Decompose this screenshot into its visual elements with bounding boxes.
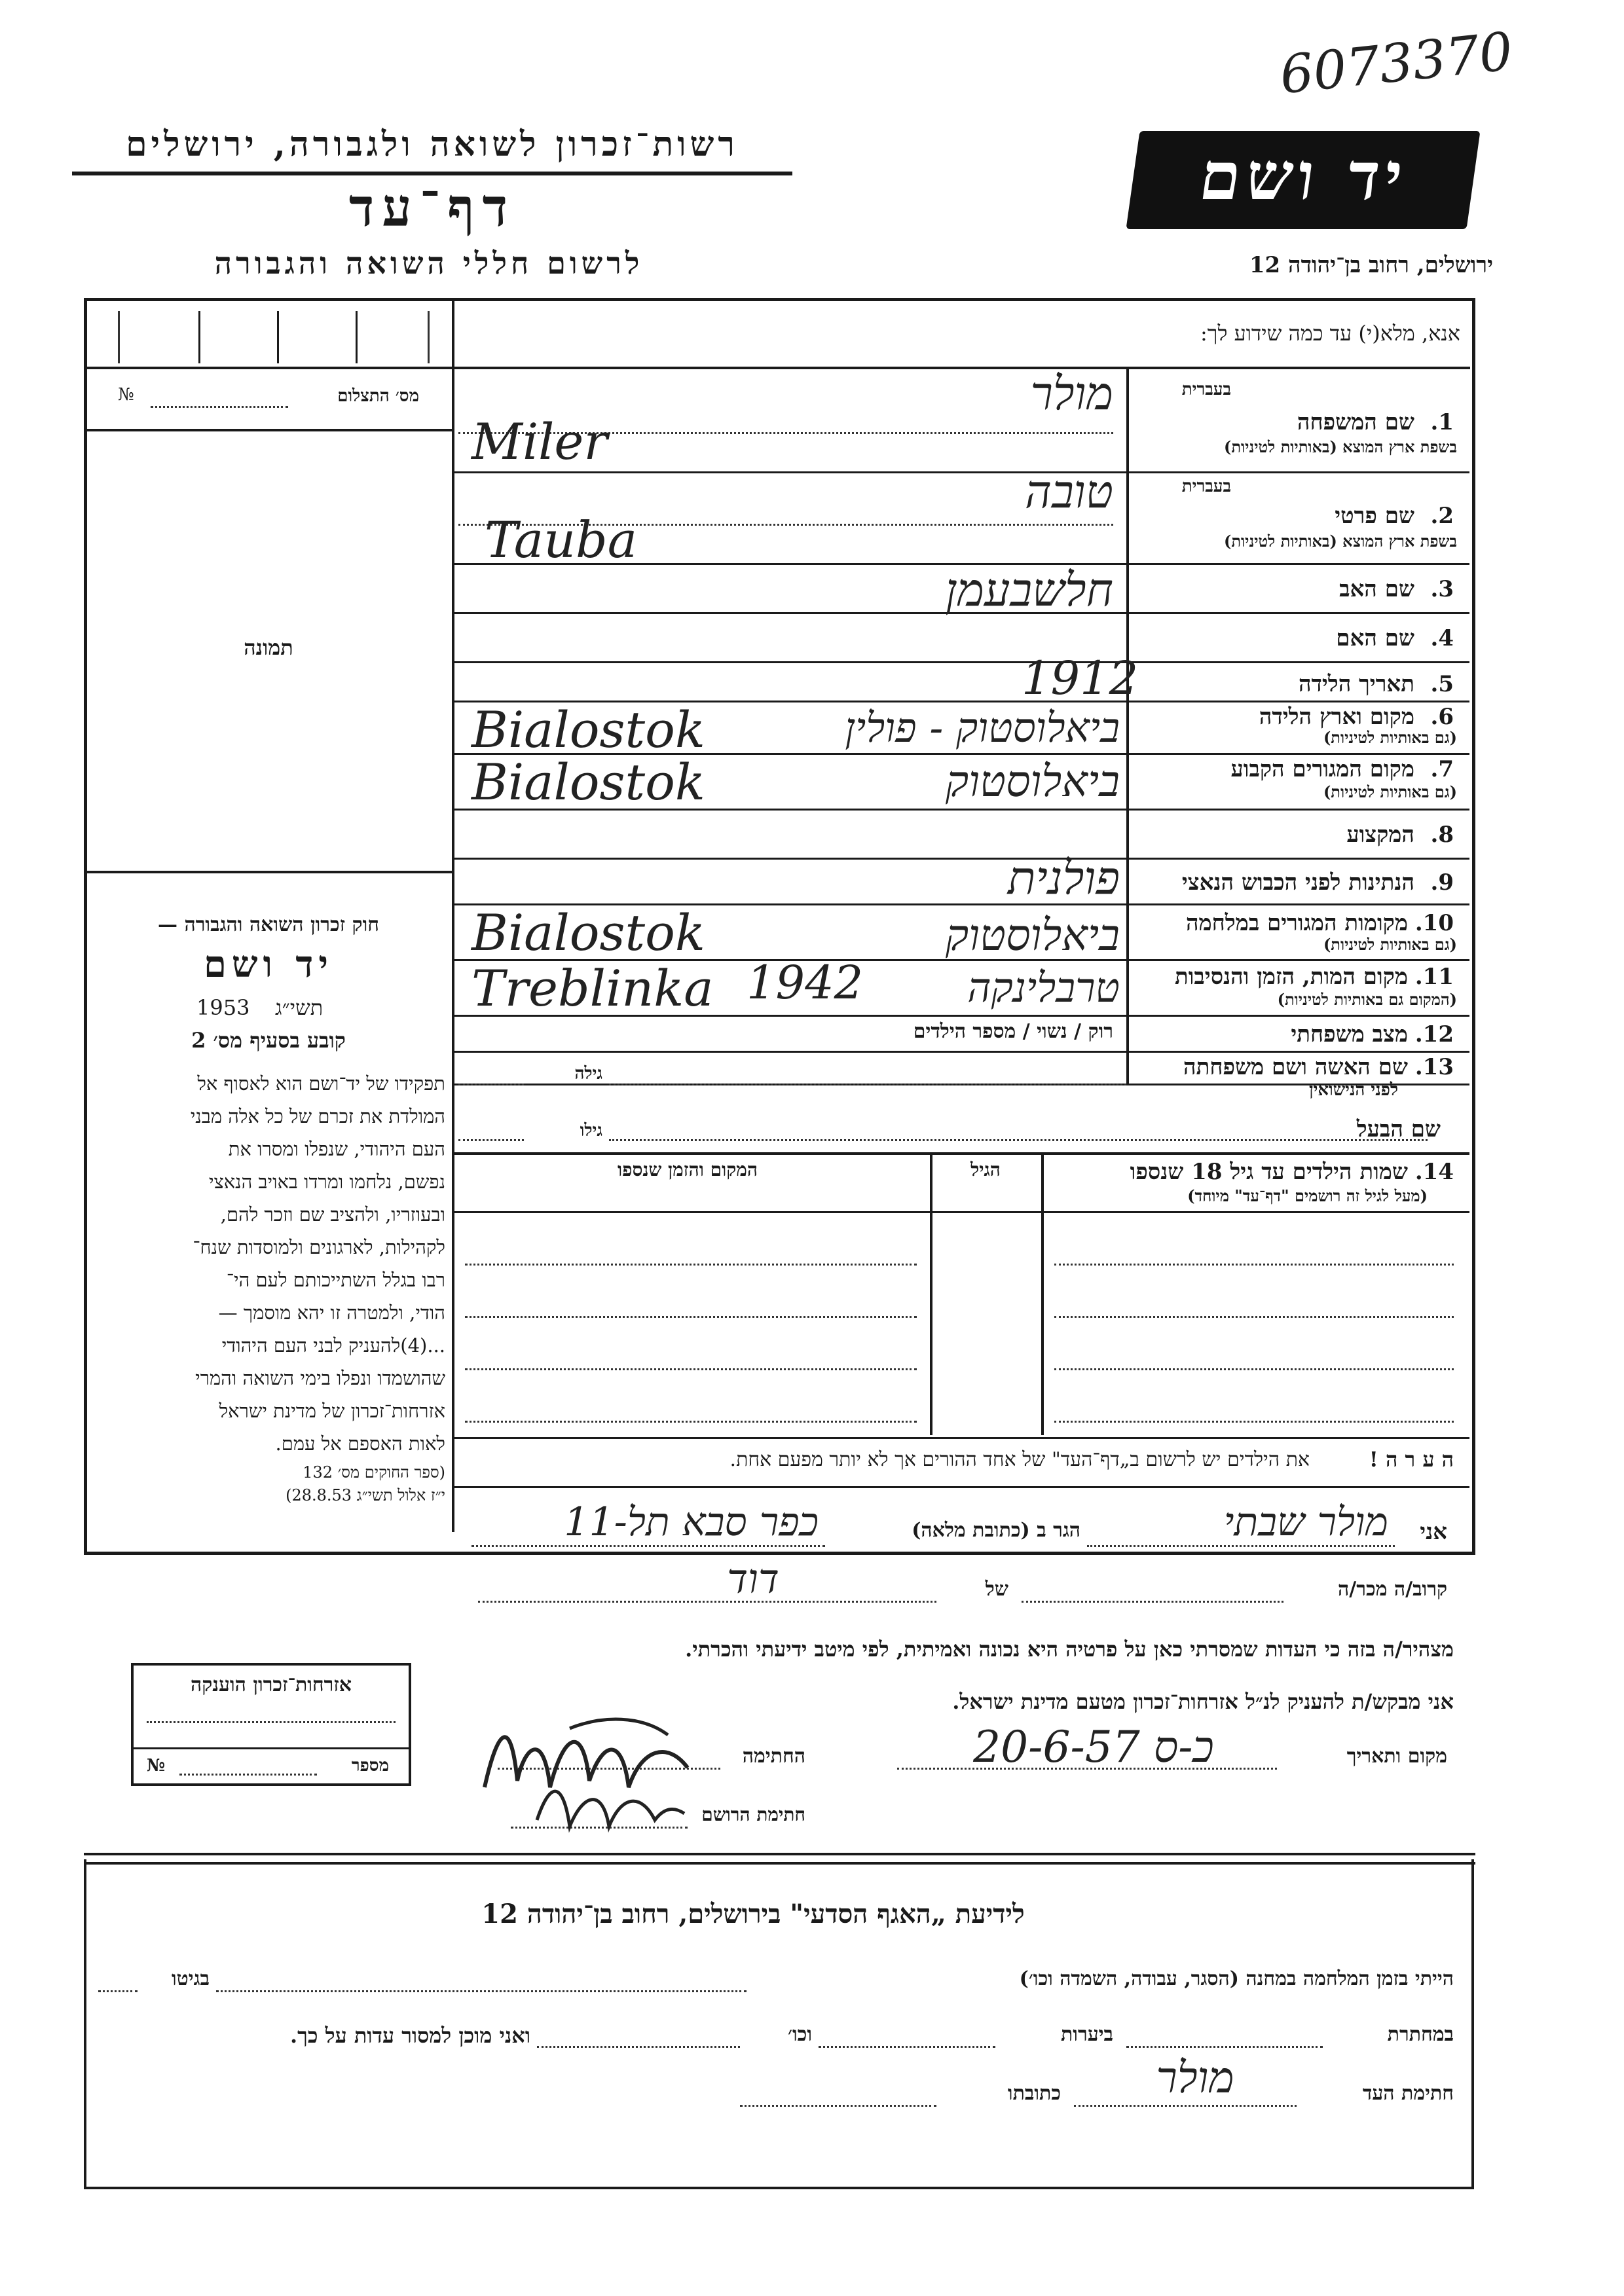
field-10-sub: (גם באותיות לטיניות) — [1323, 935, 1457, 954]
field-13-number: 13. — [1414, 1054, 1454, 1080]
field-10-number: 10. — [1414, 910, 1454, 936]
field-7-label: מקום המגורים הקבוע — [1230, 756, 1414, 782]
photo-column-divider — [452, 301, 454, 1532]
citizenship-divider — [134, 1747, 409, 1749]
citizenship-number-label: מספר — [351, 1756, 389, 1776]
field-7-sub: (גם באותיות לטיניות) — [1323, 782, 1457, 801]
law-line: העם היהודי, שנפלו ומסרו את — [228, 1138, 445, 1160]
logo-text: יד ושם — [1194, 137, 1413, 215]
field-2-label: שם פרטי — [1335, 503, 1414, 529]
declarant-address-field — [471, 1545, 825, 1547]
child-row-4[interactable] — [1054, 1421, 1454, 1423]
child-place-3[interactable] — [465, 1368, 917, 1370]
authority-name: רשות־זכרון לשואה ולגבורה, ירושלים — [126, 124, 739, 164]
field-5-label: תאריך הלידה — [1298, 671, 1414, 697]
law-line: לקהילות, לארגונים ולמוסדות שנח־ — [193, 1236, 445, 1258]
law-year: 1953 — [196, 995, 250, 1020]
law-clause: קובע בסעיף מס׳ 2 — [191, 1028, 346, 1053]
footer-address-field[interactable] — [740, 2105, 936, 2107]
row-line-14 — [454, 1152, 1469, 1155]
photo-number-no: № — [118, 385, 134, 405]
field-10-label: מקומות המגורים במלחמה — [1185, 910, 1408, 936]
law-line: ...(4)להעניק לבני העם היהודי — [221, 1334, 445, 1357]
law-line: תפקידו של יד־ושם הוא לאסוף אל — [197, 1072, 445, 1095]
child-place-4[interactable] — [465, 1421, 917, 1423]
law-source-2: י״ז אלול תשי״ג 28.8.53) — [286, 1486, 445, 1504]
law-line: ובעוזריו, ולהציב שם וזכר להם, — [220, 1203, 445, 1226]
place-date-label: מקום ותאריך — [1346, 1745, 1447, 1768]
photo-label: תמונה — [244, 635, 293, 660]
children-bottom-line — [454, 1437, 1469, 1439]
photo-number-label: מס׳ התצלום — [337, 386, 419, 406]
field-14-number: 14. — [1414, 1159, 1454, 1185]
declarant-address-value[interactable]: כפר סבא תל-11 — [564, 1499, 819, 1545]
form-subtitle: לרשום חללי השואה והגבורה — [214, 246, 644, 281]
law-source-1: (ספר החוקים מס׳ 132 — [303, 1463, 445, 1482]
row-line-12 — [454, 1051, 1469, 1053]
signature-label: החתימה — [742, 1745, 805, 1768]
photo-header-line — [85, 367, 452, 369]
citizenship-line-1 — [147, 1721, 396, 1723]
husband-age-field[interactable] — [458, 1139, 524, 1141]
field-11-number: 11. — [1414, 964, 1454, 990]
field-11-value-hebrew[interactable]: טרבלינקה — [967, 964, 1120, 1011]
field-11-value-latin[interactable]: Treblinka — [471, 959, 714, 1017]
child-row-1[interactable] — [1054, 1264, 1454, 1266]
relation-value[interactable]: דוד — [727, 1555, 779, 1603]
photo-box-top — [85, 429, 452, 431]
intro-text: אנא, מלא(י) עד כמה שידוע לך: — [1200, 321, 1460, 346]
field-8-number: 8. — [1430, 822, 1454, 848]
field-6-label: מקום וארץ הלידה — [1259, 704, 1414, 730]
child-row-2[interactable] — [1054, 1316, 1454, 1318]
children-age-header: הגיל — [970, 1159, 1001, 1180]
field-5-value[interactable]: 1912 — [1022, 651, 1139, 705]
footer-address-label: כתובתו — [1007, 2082, 1061, 2105]
field-14-label: שמות הילדים עד גיל 18 שנספו — [1130, 1159, 1408, 1185]
field-3-value[interactable]: חלשבעמן — [945, 563, 1113, 617]
relative-label: קרוב/ה מכר/ה — [1338, 1578, 1447, 1601]
declarant-resident-label: הגר ב (כתובת מלאה) — [912, 1519, 1080, 1542]
footer-willing-text: ואני מוכן למסור עדות על כך. — [289, 2023, 530, 2048]
law-line: לאות האספם אל עמם. — [275, 1432, 445, 1455]
children-col-2 — [1041, 1154, 1044, 1435]
note-label: ה ע ר ה ! — [1369, 1447, 1454, 1472]
field-1-hebrew-tag: בעברית — [1181, 380, 1231, 399]
field-2-value-latin[interactable]: Tauba — [485, 511, 638, 569]
field-13-sub: לפני הנישואין — [1308, 1080, 1398, 1100]
declarant-name-value[interactable]: מולר שבתי — [1223, 1499, 1388, 1545]
footer-line-1: הייתי בזמן המלחמה במחנה (הסגר, עבודה, השמדה וכו׳) — [1019, 1967, 1454, 1990]
field-4-label: שם האם — [1336, 625, 1414, 651]
field-14-sub: (מעל לגיל זה רושמים "דף־עד" מיוחד) — [1187, 1186, 1428, 1205]
field-1-label: שם המשפחה — [1297, 409, 1414, 435]
field-12-options[interactable]: רוק / נשוי / מספר הילדים — [913, 1020, 1113, 1043]
declare-text: מצהיר/ה בזה כי העדות שמסרתי כאן על פרטיה היא נכונה ואמיתית, לפי מיטב ידיעתי והכרתי. — [685, 1637, 1454, 1662]
law-line: אזרחות־זכרון של מדינת ישראל — [219, 1400, 445, 1422]
field-2-sub: בשפת ארץ המוצא (באותיות לטיניות) — [1224, 532, 1457, 551]
label-column-divider — [1126, 367, 1129, 1084]
place-date-value[interactable]: כ-ס 20-6-57 — [973, 1722, 1214, 1772]
footer-ghetto-label: בגיטו — [171, 1967, 210, 1990]
field-13-age-field[interactable] — [458, 1084, 524, 1085]
citizenship-title: אזרחות־זכרון הוענקה — [190, 1673, 352, 1696]
request-text: אני מבקש/ת להעניק לנ״ל אזרחות־זכרון מטעם מדינת ישראל. — [952, 1689, 1454, 1714]
declarant-i-label: אני — [1420, 1519, 1447, 1545]
field-1-value-latin[interactable]: Miler — [471, 412, 608, 471]
footer-witness-label: חתימת העד — [1362, 2082, 1454, 2105]
field-11-sub: (המקום גם באותיות לטיניות) — [1277, 990, 1457, 1009]
authority-underline — [72, 172, 792, 175]
field-8-label: המקצוע — [1346, 822, 1414, 848]
footer-forests-label: ביערות — [1060, 2023, 1113, 2046]
law-line: רבו בגלל השתייכותם לעם הי־ — [226, 1269, 445, 1291]
address: ירושלים, רחוב בן־יהודה 12 — [1249, 252, 1493, 278]
field-3-number: 3. — [1430, 576, 1454, 602]
law-line: המולדת את זכרם של כל אלה מבני — [190, 1105, 445, 1127]
place-date-field — [897, 1768, 1277, 1770]
field-10-value-hebrew[interactable]: ביאלוסטוק — [945, 910, 1120, 960]
field-6-value-latin[interactable]: Bialostok — [471, 701, 705, 759]
footer-etc-field[interactable] — [537, 2046, 740, 2048]
law-year-hebrew: תשי״ג — [275, 995, 323, 1020]
field-4-number: 4. — [1430, 625, 1454, 651]
field-13-wife-field[interactable] — [609, 1084, 1126, 1085]
field-9-value[interactable]: פולנית — [1007, 851, 1120, 905]
field-11-label: מקום המות, הזמן והנסיבות — [1174, 964, 1408, 990]
field-1-number: 1. — [1430, 409, 1454, 435]
field-9-number: 9. — [1430, 869, 1454, 896]
field-12-number: 12. — [1414, 1021, 1454, 1048]
field-13-age-label: גילה — [574, 1064, 602, 1084]
children-col-1 — [930, 1154, 932, 1435]
law-line: שהושמדו ונפלו בימי השואה והמרי — [195, 1367, 445, 1389]
photo-ticks — [118, 311, 430, 363]
declarant-top-line — [454, 1486, 1469, 1488]
photo-box-bottom — [85, 871, 452, 873]
footer-underground-label: במחתרת — [1387, 2023, 1454, 2046]
note-text: את הילדים יש לרשום ב„דף־העד" של אחד ההורים אך לא יותר מפעם אחת. — [729, 1448, 1310, 1471]
field-2-hebrew-tag: בעברית — [1181, 477, 1231, 496]
law-body — [92, 1067, 445, 1460]
document-number: 6073370 — [1276, 20, 1515, 106]
field-3-label: שם האב — [1339, 576, 1414, 602]
footer-etc-label: וכו׳ — [788, 2023, 812, 2046]
field-2-value-hebrew[interactable]: טובה — [1025, 465, 1113, 519]
footer-ghetto-field[interactable] — [98, 1990, 138, 1992]
field-7-number: 7. — [1430, 756, 1454, 782]
child-place-2[interactable] — [465, 1316, 917, 1318]
law-line: נפשם, נלחמו ומרדו באויב הנאצי — [208, 1171, 445, 1193]
of-label: של — [985, 1578, 1008, 1601]
law-name: יד ושם — [203, 943, 334, 986]
footer-camp-field[interactable] — [216, 1990, 747, 1992]
child-place-1[interactable] — [465, 1264, 917, 1266]
husband-label: שם הבעל — [1356, 1116, 1441, 1142]
citizenship-box — [131, 1663, 411, 1786]
footer-underground-field[interactable] — [1126, 2046, 1323, 2048]
form-title: דף־עד — [348, 177, 516, 238]
field-9-label: הנתינות לפני הכבוש הנאצי — [1181, 869, 1414, 896]
children-header-line — [454, 1211, 1469, 1213]
husband-age-label: גילו — [580, 1121, 602, 1140]
declarant-name-field — [1087, 1545, 1395, 1547]
child-row-3[interactable] — [1054, 1368, 1454, 1370]
footer-title: לידיעת „האגף הסדעי" בירושלים, רחוב בן־יהודה 12 — [481, 1899, 1025, 1929]
field-2-number: 2. — [1430, 503, 1454, 529]
photo-number-field[interactable] — [151, 406, 288, 408]
row-line-4 — [454, 661, 1469, 663]
children-place-header: המקום והזמן שנספו — [618, 1159, 758, 1180]
field-1-sub: בשפת ארץ המוצא (באותיות לטיניות) — [1224, 437, 1457, 456]
footer-witness-value[interactable]: מולר — [1156, 2052, 1234, 2103]
citizenship-number-field[interactable] — [179, 1774, 317, 1776]
field-6-value-hebrew[interactable]: ביאלוסטוק - פולין — [845, 704, 1120, 752]
field-10-value-latin[interactable]: Bialostok — [471, 903, 705, 962]
law-title: חוק זכרון השואה והגבורה — — [158, 913, 379, 936]
field-5-number: 5. — [1430, 671, 1454, 697]
citizenship-no: № — [147, 1756, 166, 1776]
husband-field[interactable] — [609, 1139, 1428, 1141]
yad-vashem-logo — [1126, 131, 1480, 229]
field-7-value-hebrew[interactable]: ביאלוסטוק — [945, 756, 1120, 807]
footer-forests-field[interactable] — [819, 2046, 995, 2048]
field-13-label: שם האשה ושם משפחתה — [1183, 1054, 1408, 1080]
law-line: הודי, ולמטרה זו יהא מוסמך — — [218, 1302, 445, 1324]
field-12-label: מצב משפחתי — [1291, 1021, 1408, 1048]
registrar-label: חתימת הרושם — [701, 1804, 805, 1825]
relation-field — [478, 1601, 936, 1603]
field-7-value-latin[interactable]: Bialostok — [471, 753, 705, 811]
footer-witness-field — [1074, 2105, 1297, 2107]
registrar-signature — [524, 1768, 694, 1846]
field-11-value-year[interactable]: 1942 — [747, 956, 864, 1010]
relative-field[interactable] — [1022, 1601, 1283, 1603]
field-6-sub: (גם באותיות לטיניות) — [1323, 728, 1457, 747]
field-6-number: 6. — [1430, 704, 1454, 730]
field-1-value-hebrew[interactable]: מולר — [1030, 367, 1113, 420]
